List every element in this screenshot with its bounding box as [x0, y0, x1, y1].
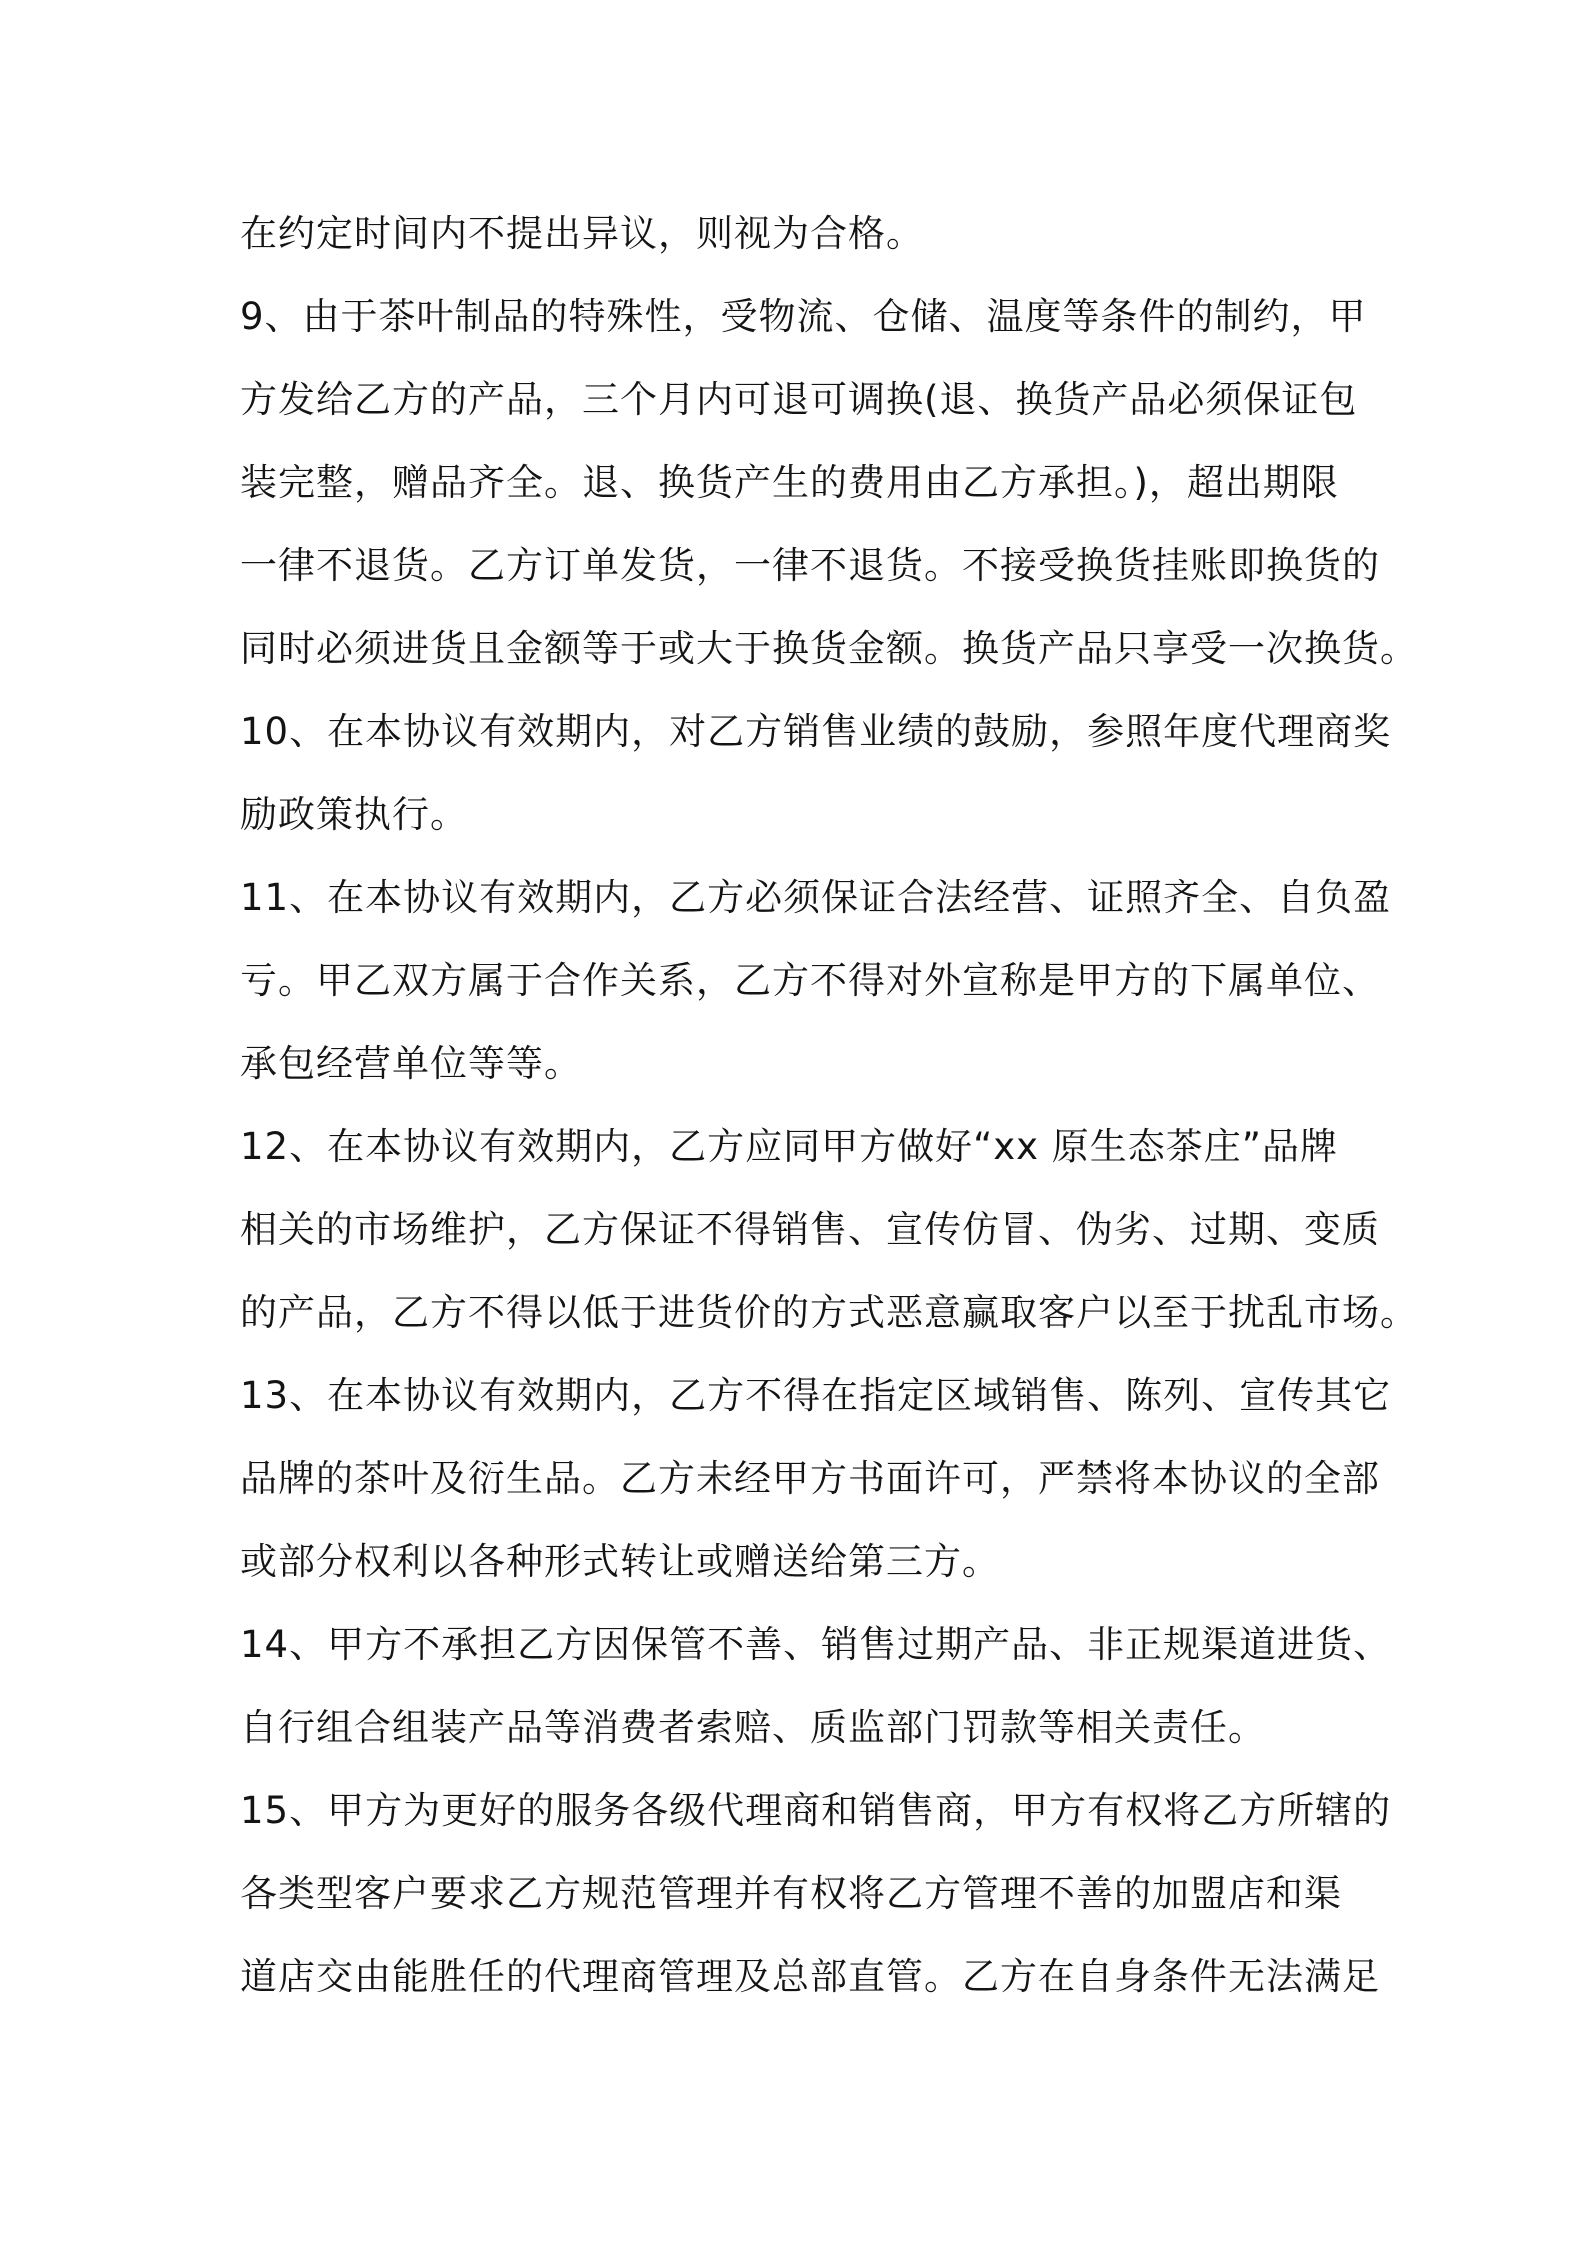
text-line: 自行组合组装产品等消费者索赔、质监部门罚款等相关责任。 — [240, 1706, 1266, 1749]
text-line: 装完整，赠品齐全。退、换货产生的费用由乙方承担。)，超出期限 — [240, 461, 1339, 504]
text-line: 的产品，乙方不得以低于进货价的方式恶意赢取客户以至于扰乱市场。 — [240, 1291, 1418, 1334]
text-line: 同时必须进货且金额等于或大于换货金额。换货产品只享受一次换货。 — [240, 627, 1418, 670]
text-line: 励政策执行。 — [240, 793, 468, 836]
text-line: 15、甲方为更好的服务各级代理商和销售商，甲方有权将乙方所辖的 — [240, 1789, 1392, 1832]
text-line: 各类型客户要求乙方规范管理并有权将乙方管理不善的加盟店和渠 — [240, 1872, 1342, 1915]
text-line: 承包经营单位等等。 — [240, 1042, 582, 1085]
document-body — [240, 192, 1418, 2018]
text-line: 亏。甲乙双方属于合作关系，乙方不得对外宣称是甲方的下属单位、 — [240, 959, 1380, 1002]
text-line: 道店交由能胜任的代理商管理及总部直管。乙方在自身条件无法满足 — [240, 1955, 1380, 1998]
text-line: 14、甲方不承担乙方因保管不善、销售过期产品、非正规渠道进货、 — [240, 1623, 1392, 1666]
text-line: 方发给乙方的产品，三个月内可退可调换(退、换货产品必须保证包 — [240, 378, 1358, 421]
text-line: 9、由于茶叶制品的特殊性，受物流、仓储、温度等条件的制约，甲 — [240, 295, 1367, 338]
text-line: 在约定时间内不提出异议，则视为合格。 — [240, 212, 924, 255]
text-line: 品牌的茶叶及衍生品。乙方未经甲方书面许可，严禁将本协议的全部 — [240, 1457, 1380, 1500]
text-line: 或部分权利以各种形式转让或赠送给第三方。 — [240, 1540, 1000, 1583]
text-line: 11、在本协议有效期内，乙方必须保证合法经营、证照齐全、自负盈 — [240, 876, 1392, 919]
text-line: 相关的市场维护，乙方保证不得销售、宣传仿冒、伪劣、过期、变质 — [240, 1208, 1380, 1251]
text-line: 12、在本协议有效期内，乙方应同甲方做好“xx 原生态茶庄”品牌 — [240, 1125, 1338, 1168]
text-line: 10、在本协议有效期内，对乙方销售业绩的鼓励，参照年度代理商奖 — [240, 710, 1392, 753]
text-line: 一律不退货。乙方订单发货，一律不退货。不接受换货挂账即换货的 — [240, 544, 1380, 587]
text-line: 13、在本协议有效期内，乙方不得在指定区域销售、陈列、宣传其它 — [240, 1374, 1392, 1417]
